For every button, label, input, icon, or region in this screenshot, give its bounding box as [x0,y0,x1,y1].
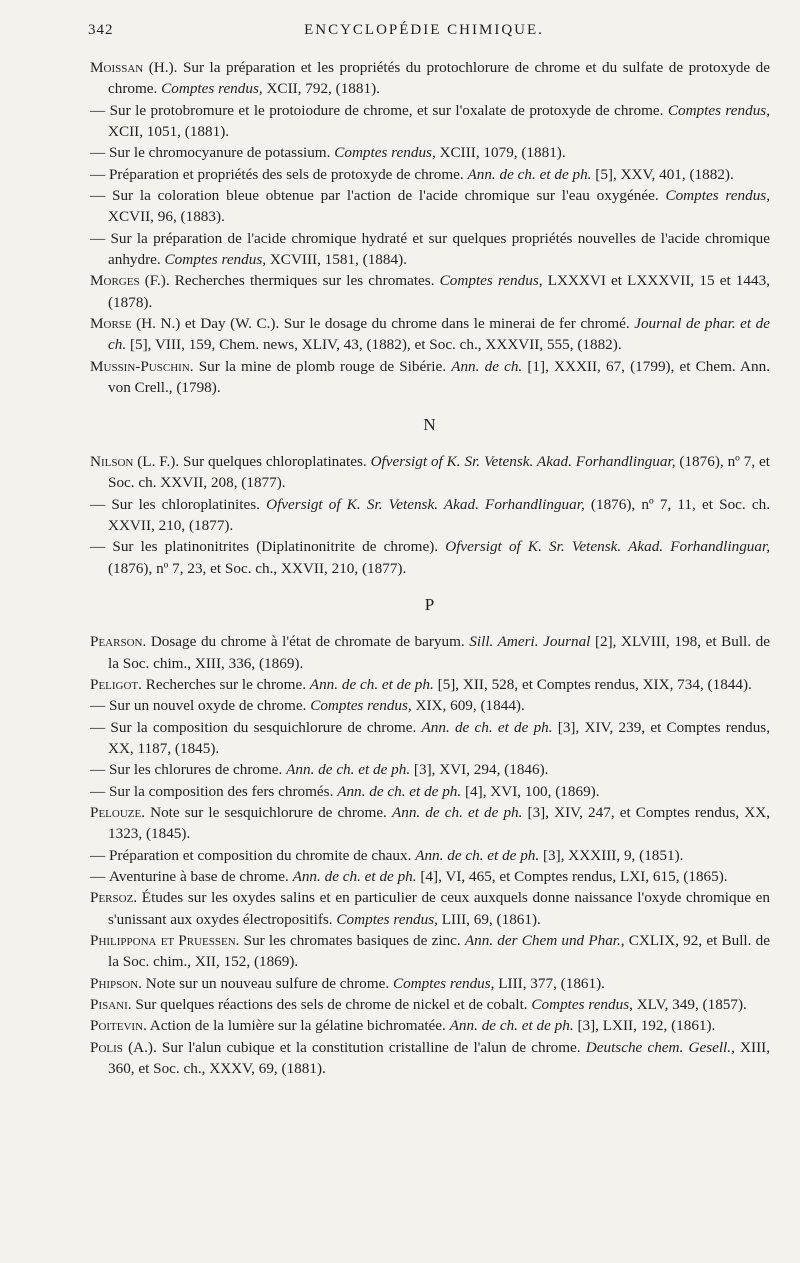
entry-author: Morse (H. N.) [90,315,181,333]
bibliography-entry [90,994,770,1015]
entry-reference: XCIII, 1079, (1881). [435,144,566,162]
entry-reference: [3], XVI, 294, (1846). [410,761,549,779]
entry-reference: [2], XLVIII, 198, et Bull. de la Soc. chim., XIII, 336, (1869). [108,633,770,672]
entry-reference: XCII, 792, (1881). [262,80,380,98]
bibliography-entry [90,313,770,356]
running-header [88,22,760,42]
entry-source: Journal de phar. et de ch. [108,315,770,354]
entry-author: Poitevin. [90,1017,147,1035]
entry-author: — [90,761,109,779]
entry-source: Ann. de ch. et de ph. [415,846,540,864]
entry-source: Ann. de ch. et de ph. [292,868,417,886]
entry-author: Pisani. [90,996,132,1014]
entry-source: Ann. de ch. et de ph. [391,804,523,821]
bibliography-entry [90,100,770,143]
bibliography-entry [90,494,770,537]
entry-author: — [90,495,112,513]
bibliography-entry [90,185,770,228]
bibliography-entry [90,717,770,760]
entry-author: Morges (F.). [90,272,170,290]
bibliography-entry [90,973,770,994]
entry-reference: [5], XII, 528, et Comptes rendus, XIX, 734, (1844). [433,675,752,693]
bibliography-entry [90,536,770,579]
entry-reference: XCVII, 96, (1883). [108,208,225,226]
entry-author: Peligot. [90,675,142,693]
entry-title: Dosage du chrome à l'état de chromate de baryum. [146,633,470,651]
entry-title: Sur les chlorures de chrome. [108,761,287,779]
entry-title: Préparation et propriétés des sels de protoxyde de chrome. [108,165,468,183]
entry-source: Deutsche chem. Gesell., [585,1038,735,1056]
bibliography-entry [90,270,770,313]
bibliography-entry [90,631,770,674]
entry-author: Phipson. [90,974,142,992]
bibliography-entry [90,164,770,185]
bibliography-entry [90,759,770,780]
entry-reference: (1876), nº 7, 23, et Soc. ch., XXVII, 210, (1877). [108,559,407,577]
entry-reference: LXXXVI et LXXXVII, 15 et 1443, (1878). [108,272,770,311]
bibliography-entry [90,930,770,973]
entry-source: Sill. Ameri. Journal [469,633,591,651]
bibliography-entry [90,1015,770,1036]
entry-source: Comptes rendus, [439,272,543,290]
entry-source: Comptes rendus, [164,251,267,269]
entry-title: Aventurine à base de chrome. [108,868,293,886]
entry-title: Sur la coloration bleue obtenue par l'action de l'acide chromique sur l'eau oxygénée. [112,187,666,205]
entry-author: — [90,718,111,736]
entry-title: Action de la lumière sur la gélatine bichromatée. [146,1017,450,1035]
bibliography-entry [90,781,770,802]
running-title: ENCYCLOPÉDIE CHIMIQUE. [304,22,544,38]
entry-author: — [90,165,109,183]
bibliography-entry [90,695,770,716]
entry-author: — [90,187,112,205]
entry-title: Études sur les oxydes salins et en particulier de ceux auxquels donne naissance l'oxyde chromique en s'unissant aux oxydes électropositifs. [108,889,770,928]
entry-reference: [4], XVI, 100, (1869). [461,782,600,800]
entry-author: — [90,144,109,162]
entry-title: Sur les chromates basiques de zinc. [239,932,465,950]
entry-source: Comptes rendus, [531,996,633,1014]
entry-title: Sur la préparation et les propriétés du protochlorure de chrome et du sulfate de protoxyde de chrome. [108,59,770,98]
section-letter: P [424,594,436,614]
entry-source: Comptes rendus, [665,187,770,205]
entry-source: Ann. de ch. et de ph. [421,718,553,736]
bibliography-entry [90,142,770,163]
entry-title: Sur l'alun cubique et la constitution cristalline de l'alun de chrome. [156,1038,586,1056]
entry-reference: CXLIX, 92, et Bull. de la Soc. chim., XII, 152, (1869). [108,932,770,971]
entry-source: Ofversigt of K. Sr. Vetensk. Akad. Forhandlinguar, [266,495,585,513]
entry-author: Mussin-Puschin. [90,357,194,375]
entry-author: — [90,782,109,800]
entry-author: — [90,538,113,556]
bibliography-entry [90,451,770,494]
entry-title: Sur quelques chloroplatinates. [179,452,371,470]
entry-reference: XCII, 1051, (1881). [108,123,230,141]
entry-reference: XIII, 360, et Soc. ch., XXXV, 69, (1881). [108,1038,770,1078]
entry-author: Polis (A.). [90,1038,157,1056]
entry-source: Comptes rendus, [336,910,438,928]
entry-title: Recherches sur le chrome. [141,675,310,693]
entry-reference: XCVIII, 1581, (1884). [266,251,407,269]
bibliography-entry [90,356,770,399]
entry-reference: [3], XXXIII, 9, (1851). [539,846,684,864]
entry-source: Comptes rendus, [334,144,436,162]
entry-author: — [90,101,110,119]
entry-source: Ann. de ch. et de ph. [449,1017,574,1035]
bibliography-entry [90,845,770,866]
entry-author: — [90,868,109,886]
entry-title: Note sur un nouveau sulfure de chrome. [141,974,393,992]
entry-source: Ofversigt of K. Sr. Vetensk. Akad. Forhandlinguar, [445,538,770,556]
entry-source: Comptes rendus, [392,974,495,992]
entry-reference: (1876), nº 7, et Soc. ch. XXVII, 208, (1877). [108,452,770,492]
entry-title: Sur la composition des fers chromés. [108,782,338,800]
entry-author: Philippona et Pruessen. [90,932,240,950]
entry-title: Recherches thermiques sur les chromates. [169,272,440,290]
entry-reference: [4], VI, 465, et Comptes rendus, LXI, 615, (1865). [416,868,728,886]
entry-title: Sur le protobromure et le protoiodure de chrome, et sur l'oxalate de protoxyde de chrome. [109,101,668,119]
entry-source: Comptes rendus, [161,80,263,98]
entry-author: Nilson (L. F.). [90,452,180,470]
entry-source: Ann. de ch. et de ph. [467,165,592,183]
entry-reference: [3], LXII, 192, (1861). [573,1017,716,1035]
entry-author: Persoz. [90,889,138,907]
bibliography-entry [90,57,770,100]
entry-title: Sur la composition du sesquichlorure de chrome. [110,718,422,736]
entry-title: Sur le chromocyanure de potassium. [108,144,335,162]
section-letter: N [423,414,437,434]
entry-reference: LIII, 377, (1861). [494,974,605,992]
entry-reference: [5], XXV, 401, (1882). [591,165,734,183]
entry-title: Préparation et composition du chromite de chaux. [108,846,416,864]
entry-title: Sur un nouvel oxyde de chrome. [108,697,311,715]
entry-title: Sur les platinonitrites (Diplatinonitrite de chrome). [112,538,446,556]
bibliography-entry [90,866,770,887]
entry-source: Ann. de ch. et de ph. [286,761,411,779]
bibliography-entry [90,1037,770,1080]
entry-reference: XLV, 349, (1857). [632,996,747,1014]
entry-reference: LIII, 69, (1861). [437,910,541,928]
entry-title: Sur la préparation de l'acide chromique hydraté et sur quelques propriétés nouvelles de l'acide chromique anhydre. [108,229,771,269]
entry-title: Sur quelques réactions des sels de chrome de nickel et de cobalt. [131,996,532,1014]
entry-author: — [90,229,111,247]
entry-title: Sur la mine de plomb rouge de Sibérie. [193,357,452,375]
entry-title: Sur les chloroplatinites. [111,495,267,513]
entry-reference: [3], XIV, 239, et Comptes rendus, XX, 1187, (1845). [108,718,771,757]
entry-author: Moissan (H.). [90,59,178,76]
bibliography-entry [90,802,770,845]
entry-author: Pelouze. [90,804,146,821]
bibliography-entry [90,228,770,271]
entry-reference: (1876), nº 7, 11, et Soc. ch. XXVII, 210, (1877). [108,495,770,534]
entry-source: Comptes rendus, [310,697,412,715]
entry-author: — [90,846,109,864]
bibliography-entry [90,887,770,930]
bibliography-body [90,57,770,1079]
entry-source: Ofversigt of K. Sr. Vetensk. Akad. Forhandlinguar, [370,452,676,470]
entry-reference: [1], XXXII, 67, (1799), et Chem. Ann. von Crell., (1798). [108,357,770,397]
entry-reference: [3], XIV, 247, et Comptes rendus, XX, 1323, (1845). [108,804,770,843]
page-number: 342 [88,22,114,38]
entry-source: Ann. de ch. et de ph. [337,782,462,800]
entry-author: — [90,697,109,715]
entry-reference: [5], VIII, 159, Chem. news, XLIV, 43, (1882), et Soc. ch., XXXVII, 555, (1882). [126,336,622,354]
entry-source: Comptes rendus, [667,101,770,119]
entry-source: Ann. der Chem und Phar., [464,932,625,950]
entry-reference: XIX, 609, (1844). [411,697,525,715]
entry-author: Pearson. [90,633,147,651]
bibliography-entry [90,674,770,695]
entry-title: et Day (W. C.). Sur le dosage du chrome dans le minerai de fer chromé. [180,315,635,333]
entry-source: Ann. de ch. [451,357,523,375]
entry-source: Ann. de ch. et de ph. [309,675,434,693]
entry-title: Note sur le sesquichlorure de chrome. [145,804,392,821]
